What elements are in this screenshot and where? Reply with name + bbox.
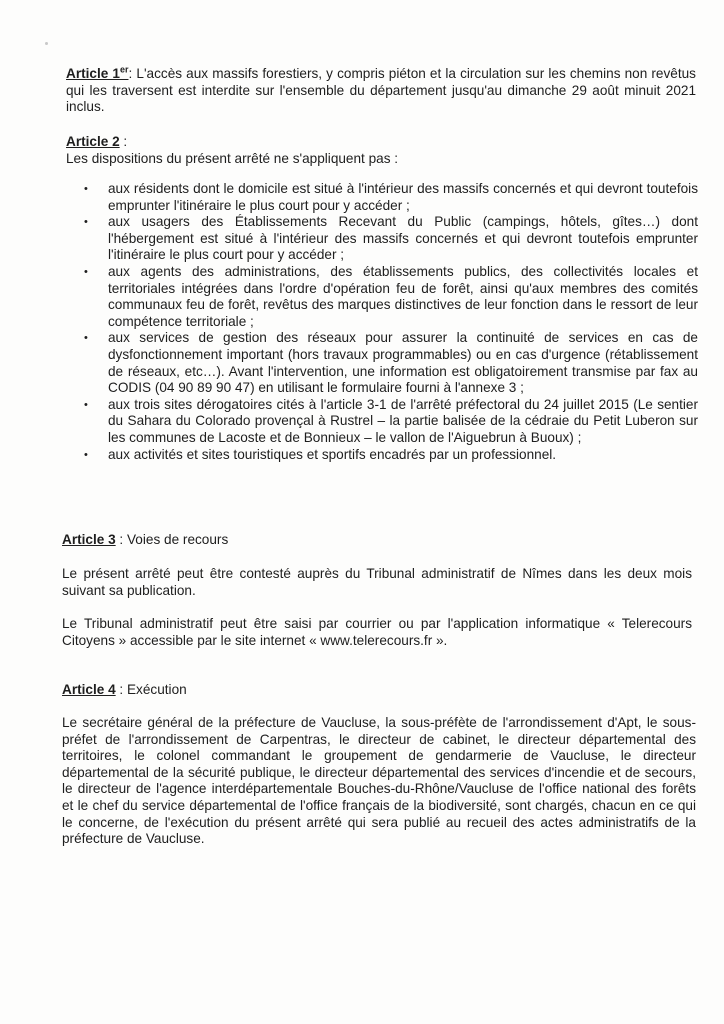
bullet-icon: •: [84, 183, 88, 195]
article-2-heading-suffix: :: [119, 134, 128, 149]
bullet-icon: •: [84, 332, 88, 345]
article-2-intro: Les dispositions du présent arrêté ne s'appliquent pas :: [66, 150, 399, 166]
list-item: • aux trois sites dérogatoires cités à l'article 3-1 de l'arrêté préfectoral du 24 juillet 2015 (Le sentier du Sahara du Colorado provençal à Rustrel – la partie balisée de la cédraie du Petit Luberon sur les communes de Lacoste et de Bonnieux – le vallon de l'Aiguebrun à Buoux) ;: [84, 396, 698, 445]
list-item: • aux activités et sites touristiques et sportifs encadrés par un professionnel.: [84, 446, 557, 462]
article-4-heading: Article 4: [62, 682, 116, 697]
bullet-icon: •: [84, 398, 88, 411]
list-item: • aux usagers des Établissements Recevant du Public (campings, hôtels, gîtes…) dont l'hébergement est situé à l'intérieur des massifs concernés et qui devront toutefois emprunter l'itinéraire le plus court pour y accéder ;: [84, 214, 698, 263]
article-1: [66, 66, 696, 116]
scan-mark: [45, 42, 48, 45]
article-2-exemption-list: [84, 181, 698, 463]
bullet-icon: •: [84, 448, 88, 461]
list-item: • aux agents des administrations, des établissements publics, des collectivités locales et territoriales intégrées dans l'ordre d'opération feu de forêt, ainsi qu'aux membres des comités communaux feu de forêt, revêtus des marques distinctives de leur fonction dans le ressort de leur compétence territoriale ;: [84, 263, 698, 329]
article-3-paragraph-2: Le Tribunal administratif peut être saisi par courrier ou par l'application informatique « Telerecours Citoyens » accessible par le site internet « www.telerecours.fr ».: [62, 616, 692, 648]
article-1-heading: Article 1er: [66, 64, 129, 81]
bullet-icon: •: [84, 216, 88, 229]
article-3: [62, 532, 692, 549]
list-item: • aux résidents dont le domicile est situé à l'intérieur des massifs concernés et qui devront toutefois emprunter l'itinéraire le plus court pour y accéder ;: [84, 181, 698, 213]
bullet-icon: •: [84, 265, 88, 278]
article-1-heading-colon: :: [128, 66, 137, 81]
article-2: [66, 134, 696, 167]
article-4-heading-suffix: : Exécution: [115, 682, 187, 697]
list-item: • aux services de gestion des réseaux pour assurer la continuité de services en cas de dysfonctionnement important (hors travaux programmables) ou en cas d'urgence (rétablissement de réseaux, etc…). Avant l'intervention, une information est obligatoirement transmise par fax au CODIS (04 90 89 90 47) en utilisant le formulaire fourni à l'annexe 3 ;: [84, 330, 698, 396]
article-3-heading-suffix: : Voies de recours: [115, 532, 229, 547]
article-3-paragraph-1: Le présent arrêté peut être contesté auprès du Tribunal administratif de Nîmes dans les deux mois suivant sa publication.: [62, 566, 692, 598]
article-1-body: L'accès aux massifs forestiers, y compris piéton et la circulation sur les chemins non revêtus qui les traversent est interdite sur l'ensemble du département jusqu'au dimanche 29 août minuit 2021 inclus.: [66, 66, 696, 115]
article-4-body: Le secrétaire général de la préfecture de Vaucluse, la sous-préfète de l'arrondissement d'Apt, le sous-préfet de l'arrondissement de Carpentras, le directeur de cabinet, le directeur départemental des territoires, le colonel commandant le groupement de gendarmerie de Vaucluse, le directeur départemental de la sécurité publique, le directeur départemental des services d'incendie et de secours, le directeur de l'agence interdépartementale Bouches-du-Rhône/Vaucluse de l'office national des forêts et le chef du service départemental de l'office français de la biodiversité, sont chargés, chacun en ce qui le concerne, de l'exécution du présent arrêté qui sera publié au recueil des actes administratifs de la préfecture de Vaucluse.: [62, 715, 696, 847]
article-3-heading: Article 3: [62, 532, 116, 547]
article-2-heading: Article 2: [66, 134, 120, 149]
article-4: [62, 682, 692, 699]
